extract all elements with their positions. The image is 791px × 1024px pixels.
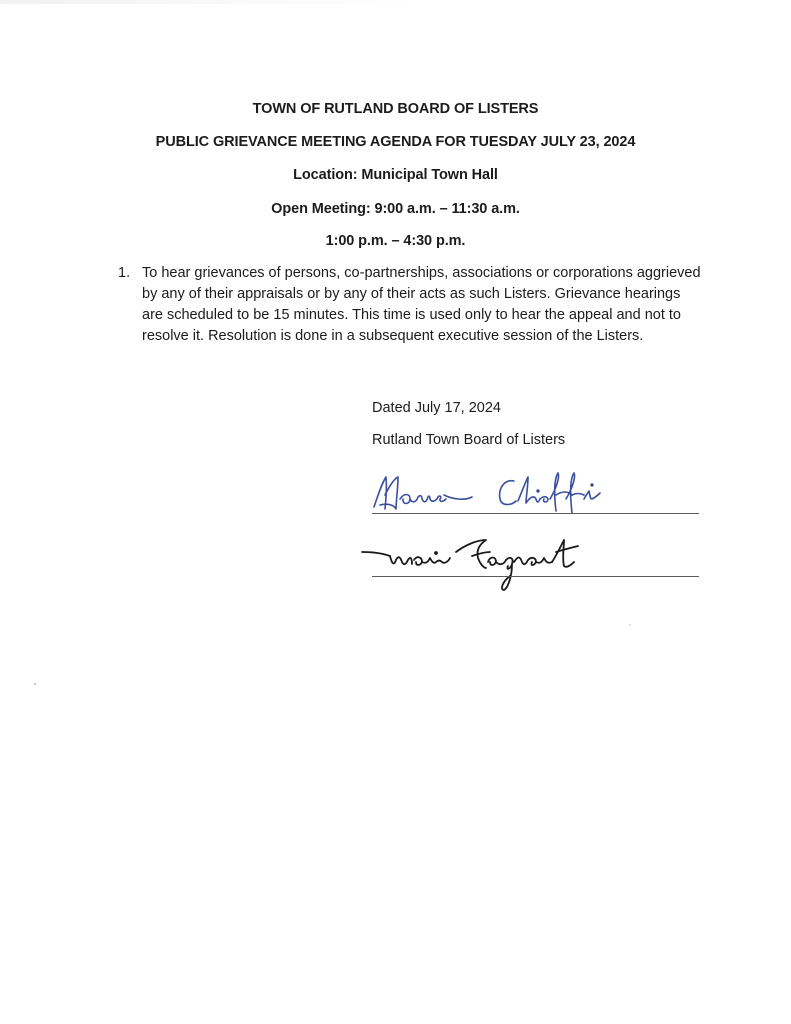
scan-edge-shadow — [0, 0, 420, 4]
open-meeting-afternoon-hours: 1:00 p.m. – 4:30 p.m. — [325, 233, 466, 249]
meeting-location: Location: Municipal Town Hall — [293, 167, 498, 183]
agenda-item-text: To hear grievances of persons, co-partnerships, associations or corporations aggrieved by any of their appraisals or by any of their acts as such Listers. Grievance hearings are scheduled to be 15 minutes. This time is used only to hear the appeal and not to resolve it. Resolution is done in a subsequent executive session of the Listers. — [142, 265, 701, 344]
document-title: TOWN OF RUTLAND BOARD OF LISTERS — [252, 101, 539, 117]
open-meeting-morning-hours: Open Meeting: 9:00 a.m. – 11:30 a.m. — [271, 201, 520, 217]
agenda-item-number: 1. — [118, 265, 131, 281]
dated-line: Dated July 17, 2024 — [372, 400, 501, 416]
signature-1-image — [360, 465, 640, 517]
meeting-agenda-heading: PUBLIC GRIEVANCE MEETING AGENDA FOR TUESDAY JULY 23, 2024 — [155, 134, 636, 150]
signature-line-1 — [372, 513, 699, 514]
signature-2-image — [360, 526, 640, 596]
scan-speck — [34, 683, 36, 685]
board-name-line: Rutland Town Board of Listers — [372, 432, 566, 448]
scan-speck — [629, 624, 631, 626]
signature-line-2 — [372, 576, 699, 577]
